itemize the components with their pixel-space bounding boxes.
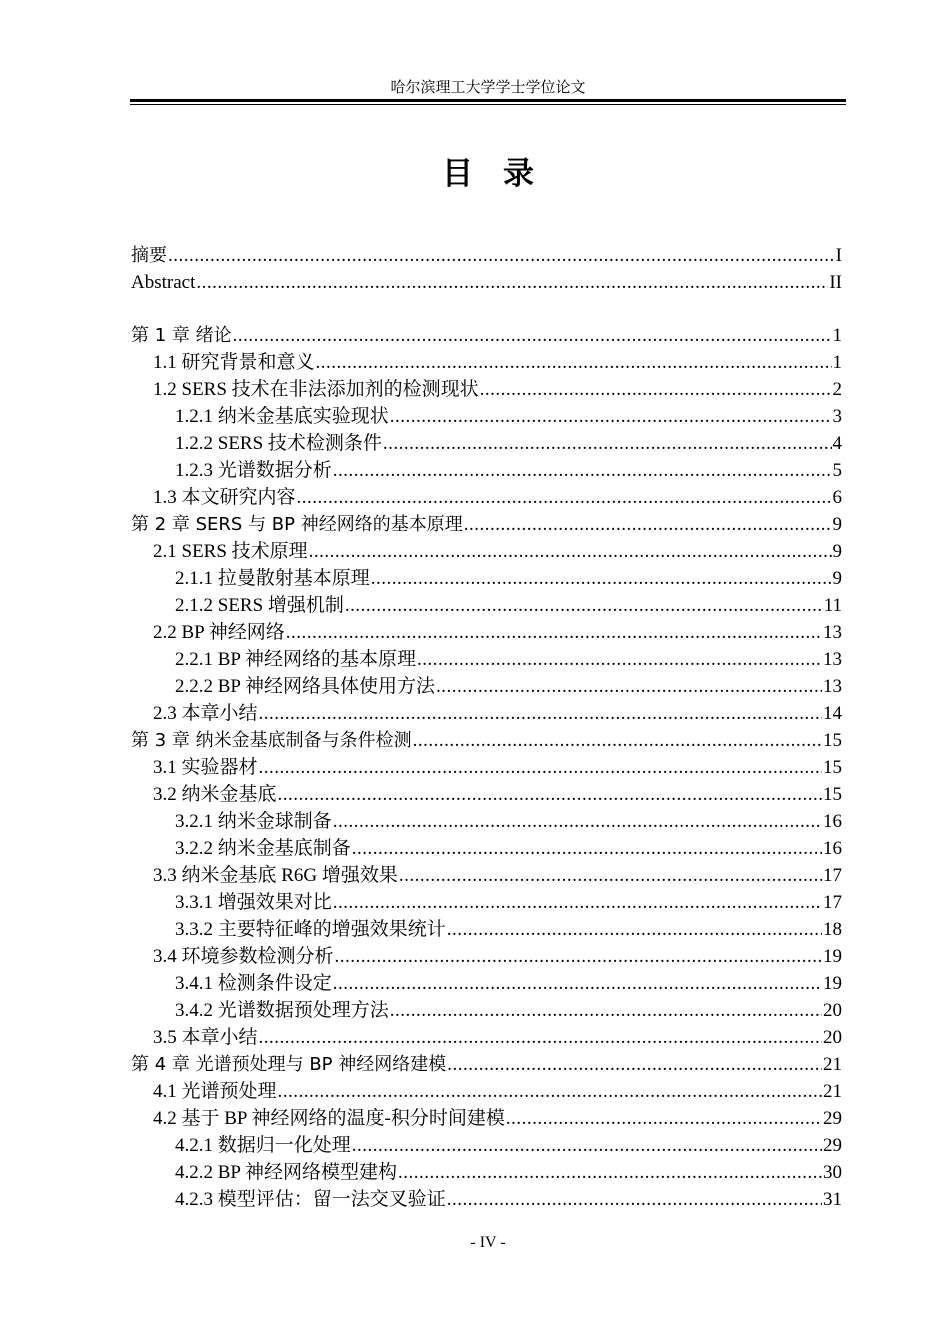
toc-entry[interactable]	[131, 1024, 842, 1051]
page-number: - IV -	[470, 1234, 506, 1251]
toc-entry-title: 4.2 基于 BP 神经网络的温度-积分时间建模	[153, 1108, 505, 1129]
toc-entry-page: 15	[823, 757, 842, 778]
toc-leader-dots	[335, 943, 822, 970]
toc-leader-dots	[233, 322, 832, 349]
toc-entry-title: 2.2 BP 神经网络	[153, 622, 285, 643]
toc-leader-dots	[413, 727, 822, 754]
toc-entry-page: 17	[823, 865, 842, 886]
toc-leader-dots	[390, 403, 832, 430]
toc-entry-page: 19	[823, 973, 842, 994]
toc-leader-dots	[278, 781, 822, 808]
toc-leader-dots	[447, 1186, 822, 1213]
toc-entry-title: 2.1 SERS 技术原理	[153, 541, 308, 562]
toc-entry-title: 第 1 章 绪论	[131, 325, 232, 346]
toc-leader-dots	[297, 484, 832, 511]
toc-entry[interactable]	[131, 1078, 842, 1105]
toc-leader-dots	[316, 349, 832, 376]
toc-entry[interactable]	[131, 322, 842, 349]
toc-entry[interactable]	[131, 754, 842, 781]
header-rule-thin	[130, 104, 846, 105]
toc-leader-dots	[399, 862, 822, 889]
toc-entry[interactable]	[131, 781, 842, 808]
toc-entry[interactable]	[131, 457, 842, 484]
toc-entry-page: 17	[823, 892, 842, 913]
toc-entry-page: 3	[832, 406, 842, 427]
toc-entry-page: 20	[823, 1027, 842, 1048]
toc-leader-dots	[309, 538, 832, 565]
toc-entry[interactable]	[131, 970, 842, 997]
toc-entry-title: 3.4.2 光谱数据预处理方法	[175, 1000, 389, 1021]
toc-entry-page: 21	[823, 1054, 842, 1075]
toc-entry-page: 15	[823, 730, 842, 751]
toc-entry[interactable]	[131, 1051, 842, 1078]
toc-entry-page: 19	[823, 946, 842, 967]
toc-entry[interactable]	[131, 430, 842, 457]
toc-entry-title: 摘要	[131, 245, 167, 266]
toc-entry-page: 9	[832, 568, 842, 589]
toc-entry-title: 3.3.2 主要特征峰的增强效果统计	[175, 919, 446, 940]
toc-entry-title: 3.2.2 纳米金基底制备	[175, 838, 351, 859]
toc-leader-dots	[480, 376, 832, 403]
toc-entry-page: 29	[823, 1108, 842, 1129]
toc-entry-title: 3.3 纳米金基底 R6G 增强效果	[153, 865, 398, 886]
toc-entry-title: 1.2.1 纳米金基底实验现状	[175, 406, 389, 427]
toc-entry-title: 2.1.1 拉曼散射基本原理	[175, 568, 370, 589]
toc-leader-dots	[196, 269, 828, 296]
toc-entry[interactable]	[131, 592, 842, 619]
toc-entry-page: 31	[823, 1189, 842, 1210]
toc-leader-dots	[464, 511, 832, 538]
toc-entry[interactable]	[131, 700, 842, 727]
toc-entry[interactable]	[131, 1159, 842, 1186]
toc-entry[interactable]	[131, 403, 842, 430]
toc-entry-title: 3.1 实验器材	[153, 757, 258, 778]
toc-entry-page: 20	[823, 1000, 842, 1021]
toc-entry[interactable]	[131, 916, 842, 943]
toc-entry-page: 5	[832, 460, 842, 481]
toc-entry-page: I	[835, 245, 842, 266]
toc-entry-page: 9	[832, 514, 842, 535]
toc-leader-dots	[383, 430, 832, 457]
toc-leader-dots	[259, 1024, 822, 1051]
toc-entry-title: 3.4 环境参数检测分析	[153, 946, 334, 967]
toc-entry-page: 13	[823, 649, 842, 670]
toc-leader-dots	[278, 1078, 822, 1105]
toc-entry[interactable]	[131, 269, 842, 296]
toc-leader-dots	[333, 889, 822, 916]
toc-entry-title: 第 2 章 SERS 与 BP 神经网络的基本原理	[131, 514, 463, 535]
toc-entry-title: 第 4 章 光谱预处理与 BP 神经网络建模	[131, 1054, 447, 1075]
toc-entry[interactable]	[131, 376, 842, 403]
toc-leader-dots	[168, 242, 835, 269]
toc-entry-title: 3.2.1 纳米金球制备	[175, 811, 332, 832]
toc-entry[interactable]	[131, 1186, 842, 1213]
toc-leader-dots	[259, 754, 822, 781]
toc-leader-dots	[398, 1159, 822, 1186]
toc-entry[interactable]	[131, 673, 842, 700]
toc-entry-title: 2.3 本章小结	[153, 703, 258, 724]
toc-leader-dots	[371, 565, 832, 592]
toc-leader-dots	[333, 457, 832, 484]
toc-entry-page: 29	[823, 1135, 842, 1156]
toc-entry-page: 9	[832, 541, 842, 562]
toc-entry-title: Abstract	[131, 272, 196, 293]
toc-entry[interactable]	[131, 646, 842, 673]
toc-leader-dots	[286, 619, 822, 646]
toc-entry[interactable]	[131, 349, 842, 376]
running-header: 哈尔滨理工大学学士学位论文	[390, 80, 586, 96]
toc-title: 目录	[442, 156, 564, 192]
toc-entry[interactable]	[131, 511, 842, 538]
toc-entry-page: 16	[823, 811, 842, 832]
toc-entry[interactable]	[131, 242, 842, 269]
toc-entry-title: 4.1 光谱预处理	[153, 1081, 277, 1102]
toc-entry-page: 11	[823, 595, 842, 616]
toc-entry-page: II	[829, 272, 842, 293]
table-of-contents	[131, 242, 842, 1213]
toc-leader-dots	[417, 646, 822, 673]
toc-entry-page: 2	[832, 379, 842, 400]
toc-entry[interactable]	[131, 835, 842, 862]
toc-entry[interactable]	[131, 862, 842, 889]
toc-leader-dots	[259, 700, 822, 727]
toc-entry-title: 第 3 章 纳米金基底制备与条件检测	[131, 730, 412, 751]
toc-leader-dots	[447, 1051, 822, 1078]
toc-entry-title: 4.2.3 模型评估：留一法交叉验证	[175, 1189, 446, 1210]
toc-entry[interactable]	[131, 889, 842, 916]
toc-entry-title: 1.2.2 SERS 技术检测条件	[175, 433, 382, 454]
toc-entry-page: 4	[832, 433, 842, 454]
toc-entry-title: 3.5 本章小结	[153, 1027, 258, 1048]
toc-entry-page: 1	[832, 325, 842, 346]
toc-entry[interactable]	[131, 943, 842, 970]
toc-entry-title: 1.2.3 光谱数据分析	[175, 460, 332, 481]
toc-leader-dots	[436, 673, 822, 700]
toc-entry-title: 2.2.1 BP 神经网络的基本原理	[175, 649, 417, 670]
toc-entry[interactable]	[131, 1132, 842, 1159]
toc-entry-page: 14	[823, 703, 842, 724]
toc-entry-title: 1.1 研究背景和意义	[153, 352, 315, 373]
toc-entry-page: 21	[823, 1081, 842, 1102]
toc-entry-title: 3.4.1 检测条件设定	[175, 973, 332, 994]
toc-leader-dots	[333, 970, 822, 997]
toc-entry[interactable]	[131, 1105, 842, 1132]
toc-entry[interactable]	[131, 538, 842, 565]
toc-entry-page: 6	[832, 487, 842, 508]
toc-entry-page: 16	[823, 838, 842, 859]
toc-entry[interactable]	[131, 808, 842, 835]
toc-entry-page: 15	[823, 784, 842, 805]
toc-leader-dots	[352, 835, 822, 862]
toc-entry-page: 18	[823, 919, 842, 940]
toc-entry-title: 4.2.2 BP 神经网络模型建构	[175, 1162, 398, 1183]
toc-entry[interactable]	[131, 727, 842, 754]
toc-leader-dots	[447, 916, 822, 943]
toc-entry[interactable]	[131, 484, 842, 511]
toc-entry-page: 1	[832, 352, 842, 373]
toc-entry-title: 2.1.2 SERS 增强机制	[175, 595, 344, 616]
toc-entry-title: 1.3 本文研究内容	[153, 487, 296, 508]
header-rule-thick	[130, 99, 846, 102]
toc-entry[interactable]	[131, 997, 842, 1024]
toc-entry-page: 13	[823, 622, 842, 643]
toc-entry-title: 1.2 SERS 技术在非法添加剂的检测现状	[153, 379, 479, 400]
toc-leader-dots	[352, 1132, 822, 1159]
toc-leader-dots	[345, 592, 823, 619]
toc-entry[interactable]	[131, 565, 842, 592]
toc-leader-dots	[333, 808, 822, 835]
toc-entry-title: 4.2.1 数据归一化处理	[175, 1135, 351, 1156]
toc-entry-page: 30	[823, 1162, 842, 1183]
toc-entry[interactable]	[131, 619, 842, 646]
toc-entry-page: 13	[823, 676, 842, 697]
toc-leader-dots	[506, 1105, 822, 1132]
toc-leader-dots	[390, 997, 822, 1024]
toc-entry-title: 2.2.2 BP 神经网络具体使用方法	[175, 676, 436, 697]
toc-entry-title: 3.3.1 增强效果对比	[175, 892, 332, 913]
toc-entry-title: 3.2 纳米金基底	[153, 784, 277, 805]
